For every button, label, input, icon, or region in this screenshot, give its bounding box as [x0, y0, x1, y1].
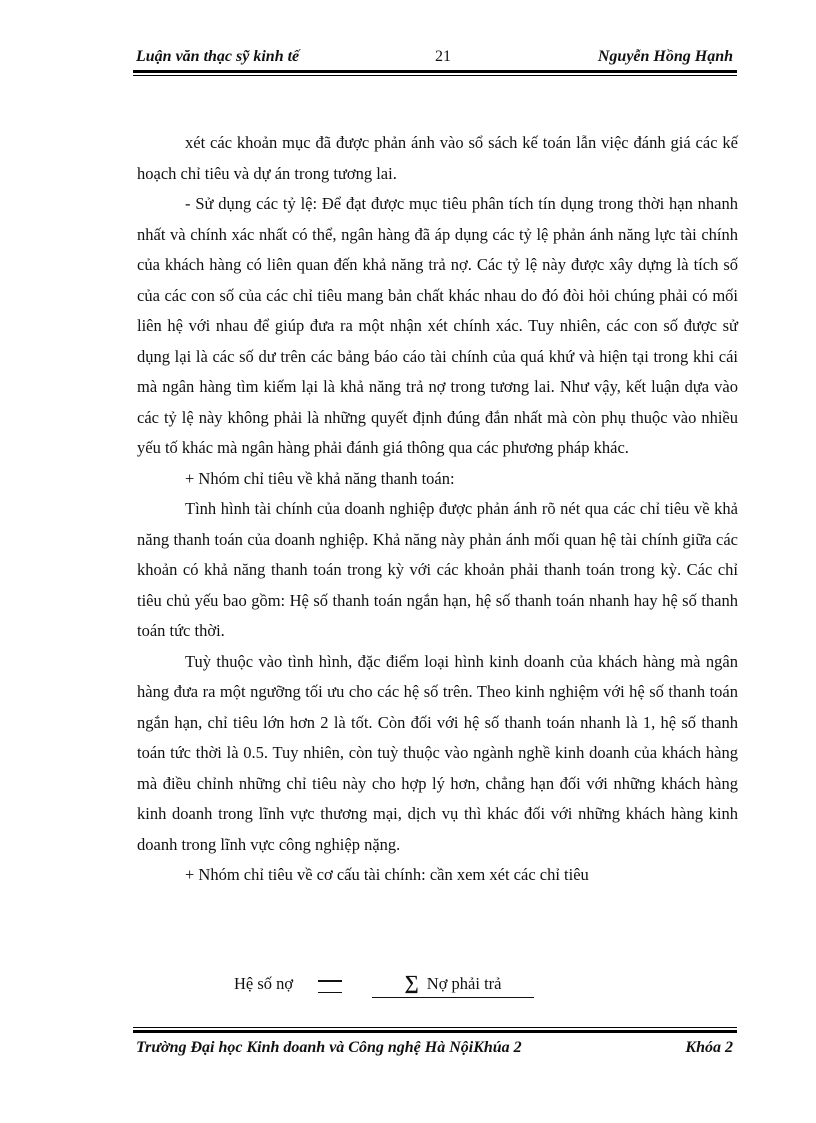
- header-rule-thin: [133, 75, 737, 76]
- paragraph: + Nhóm chỉ tiêu về khả năng thanh toán:: [185, 468, 455, 488]
- thesis-title: Luận văn thạc sỹ kinh tế: [136, 48, 300, 65]
- paragraph: - Sử dụng các tỷ lệ: Để đạt được mục tiêu phân tích tín dụng trong thời hạn nhanh nhất và chính xác nhất có thể, ngân hàng đã áp dụng các tỷ lệ phản ánh năng lực tài chính của khách hàng có liên quan đến khả năng trả nợ. Các tỷ lệ này được xây dựng là tích số của các con số của các chỉ tiêu mang bản chất khác nhau do đó đòi hỏi chúng phải có mối liên hệ với nhau để giúp đưa ra một nhận xét chính xác. Tuy nhiên, các con số được sử dụng lại là các số dư trên các bảng báo cáo tài chính của quá khứ và hiện tại trong khi cái mà ngân hàng tìm kiếm lại là khả năng trả nợ trong tương lai. Như vậy, kết luận dựa vào các tỷ lệ này không phải là những quyết định đúng đắn nhất mà còn phụ thuộc vào nhiều yếu tố khác mà ngân hàng phải đánh giá thông qua các phương pháp khác.: [137, 194, 738, 457]
- formula-lhs: Hệ số nợ: [234, 974, 294, 993]
- sigma-icon: ∑: [404, 972, 419, 994]
- footer-rule-thick: [133, 1030, 737, 1033]
- page-header: [133, 46, 735, 70]
- paragraph: xét các khoản mục đã được phản ánh vào sổ sách kế toán lẫn việc đánh giá các kế hoạch chỉ tiêu và dự án trong tương lai.: [137, 133, 738, 183]
- page-number: 21: [435, 48, 451, 65]
- numerator-label: Nợ phải trả: [426, 974, 502, 993]
- cohort-label: Khóa 2: [685, 1039, 733, 1056]
- author-name: Nguyễn Hồng Hạnh: [597, 48, 733, 65]
- document-body: [137, 128, 738, 891]
- header-rule-thick: [133, 70, 737, 73]
- footer-rule-thin: [133, 1027, 737, 1028]
- equals-sign-bottom: [318, 992, 342, 993]
- equals-sign-top: [318, 980, 342, 984]
- university-name: Trường Đại học Kinh doanh và Công nghệ Hà NộiKhúa 2: [136, 1039, 522, 1056]
- page-footer: [133, 1037, 735, 1061]
- paragraph: + Nhóm chỉ tiêu về cơ cấu tài chính: cần xem xét các chỉ tiêu: [185, 865, 589, 884]
- debt-ratio-formula: [234, 972, 554, 1002]
- paragraph: Tình hình tài chính của doanh nghiệp được phản ánh rõ nét qua các chỉ tiêu về khả năng thanh toán của doanh nghiệp. Khả năng này phản ánh mối quan hệ tài chính giữa các khoản có khả năng thanh toán trong kỳ với các khoản phải thanh toán trong kỳ. Các chỉ tiêu chủ yếu bao gồm: Hệ số thanh toán ngắn hạn, hệ số thanh toán nhanh hay hệ số thanh toán tức thời.: [137, 499, 738, 640]
- paragraph: Tuỳ thuộc vào tình hình, đặc điểm loại hình kinh doanh của khách hàng mà ngân hàng đưa ra một ngưỡng tối ưu cho các hệ số trên. Theo kinh nghiệm với hệ số thanh toán ngắn hạn, chỉ tiêu lớn hơn 2 là tốt. Còn đối với hệ số thanh toán nhanh là 1, hệ số thanh toán tức thời là 0.5. Tuy nhiên, còn tuỳ thuộc vào ngành nghề kinh doanh của khách hàng mà điều chỉnh những chỉ tiêu này cho hợp lý hơn, chẳng hạn đối với những khách hàng kinh doanh trong lĩnh vực thương mại, dịch vụ thì khác đối với những khách hàng kinh doanh trong lĩnh vực công nghiệp nặng.: [137, 651, 738, 854]
- formula-numerator: [372, 972, 534, 998]
